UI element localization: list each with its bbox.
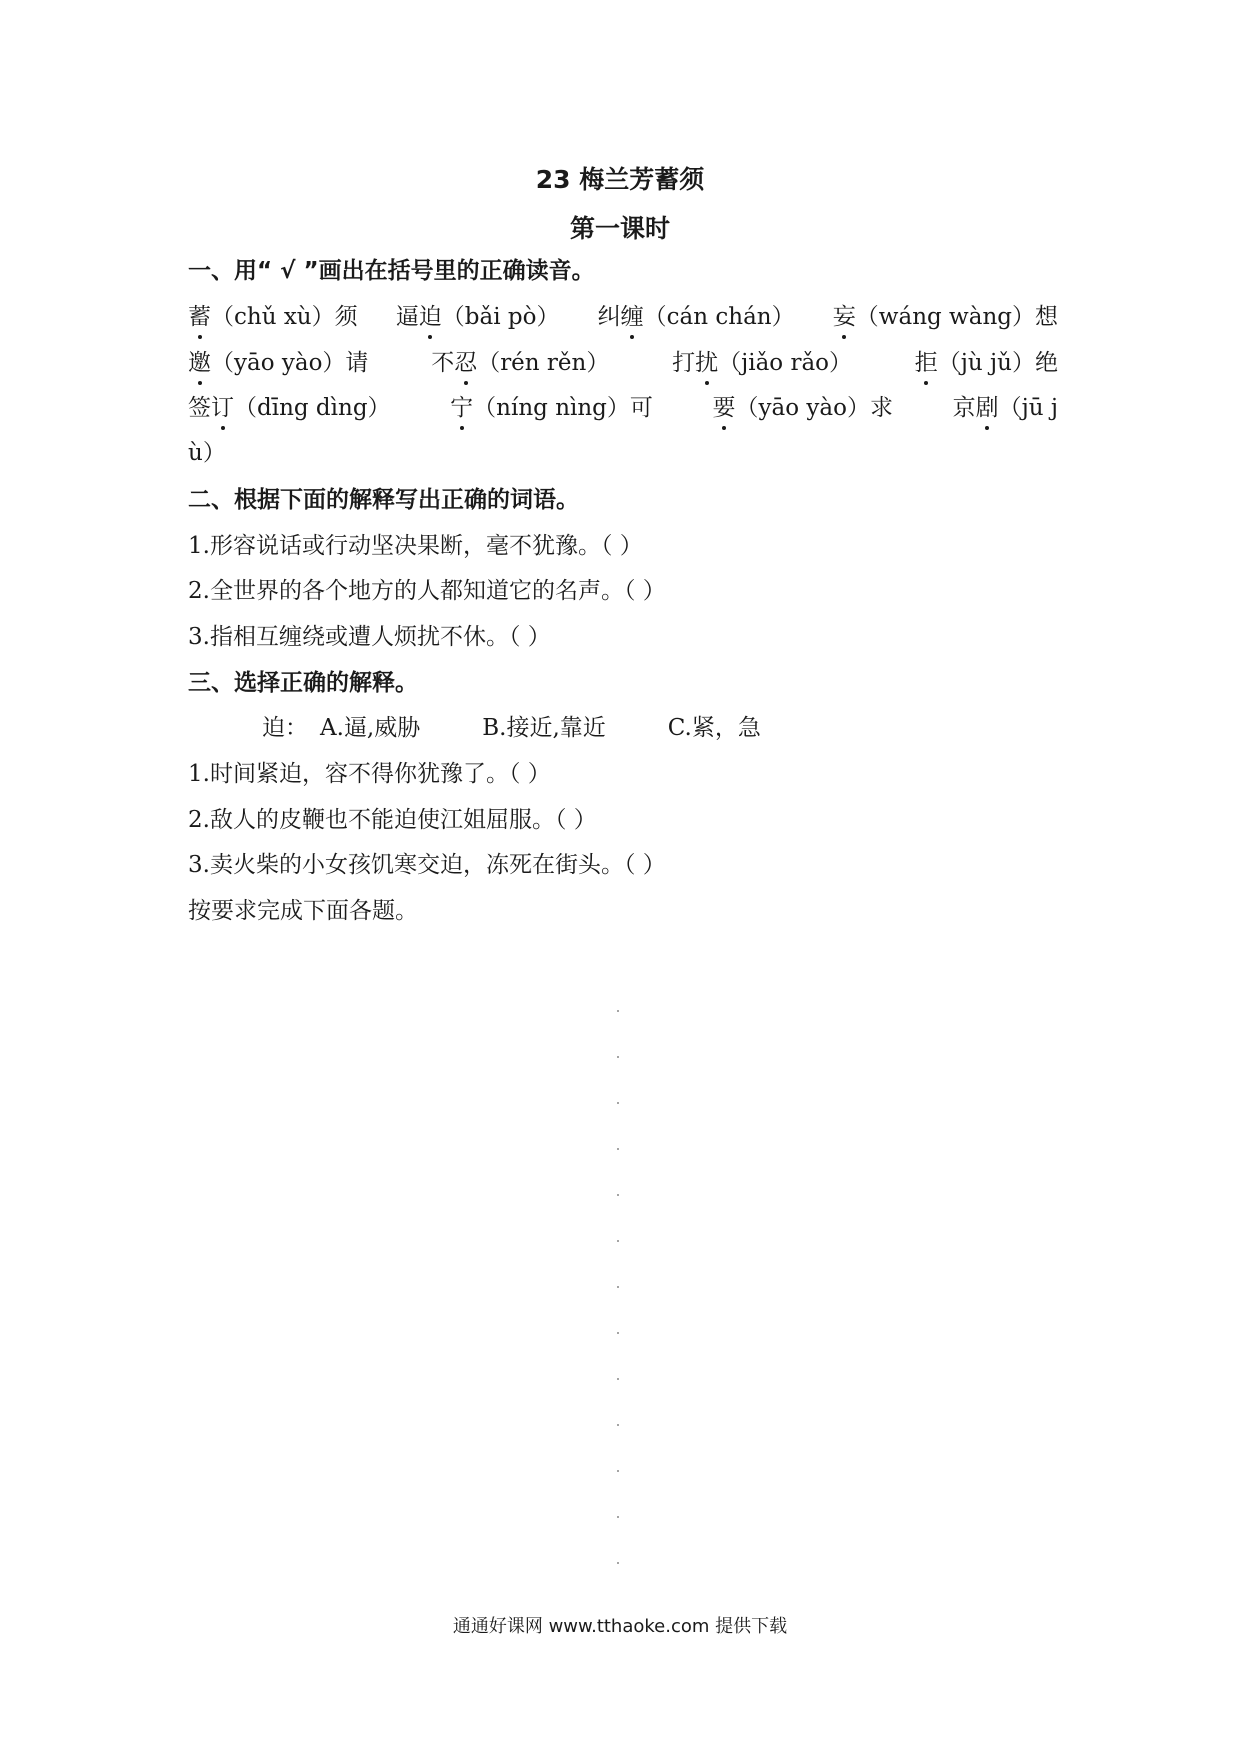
- option-word: 迫：: [262, 715, 308, 741]
- scan-dot: [617, 1562, 619, 1564]
- scan-dot: [617, 1148, 619, 1150]
- pinyin-item: [833, 302, 1058, 332]
- pinyin-item: [598, 302, 795, 332]
- section3-item-3: 3.卖火柴的小女孩饥寒交迫，冻死在街头。（ ）: [188, 852, 666, 878]
- option-b: B.接近,靠近: [482, 715, 606, 741]
- dotted-character: 剧: [975, 395, 999, 421]
- word-prefix: 不: [431, 350, 455, 376]
- pinyin-choices: （wáng wàng）想: [855, 304, 1058, 330]
- pinyin-choices: （jiǎo rǎo）: [718, 350, 853, 376]
- pinyin-row-3: [188, 393, 1058, 423]
- pinyin-item: [188, 348, 368, 378]
- dotted-character: 扰: [695, 350, 719, 376]
- section2-item-1: 1.形容说话或行动坚决果断，毫不犹豫。（ ）: [188, 533, 643, 559]
- section1-heading: 一、用“ √ ”画出在括号里的正确读音。: [188, 258, 595, 284]
- pinyin-choices: （rén rěn）: [477, 350, 610, 376]
- section2-heading: 二、根据下面的解释写出正确的词语。: [188, 487, 579, 513]
- scan-dot: [617, 1424, 619, 1426]
- closing-instruction: 按要求完成下面各题。: [188, 898, 418, 924]
- pinyin-choices: （chǔ xù）须: [211, 304, 358, 330]
- dotted-character: 迫: [418, 304, 442, 330]
- pinyin-choices: （bǎi pò）: [441, 304, 560, 330]
- dotted-character: 缠: [620, 304, 644, 330]
- scan-dot: [617, 1286, 619, 1288]
- section3-heading: 三、选择正确的解释。: [188, 670, 418, 696]
- word-prefix: 签: [188, 395, 211, 421]
- option-a: A.逼,威胁: [320, 715, 421, 741]
- dotted-character: 忍: [454, 350, 478, 376]
- scan-dot: [617, 1240, 619, 1242]
- pinyin-item: [915, 348, 1058, 378]
- dotted-character: 蓄: [188, 304, 211, 330]
- pinyin-row-4: ù）: [188, 440, 226, 466]
- pinyin-choices: （jū j: [998, 395, 1058, 421]
- pinyin-item: [188, 393, 391, 423]
- scan-dot: [617, 1470, 619, 1472]
- section2-item-2: 2.全世界的各个地方的人都知道它的名声。（ ）: [188, 578, 666, 604]
- word-prefix: 京: [952, 395, 976, 421]
- lesson-subtitle: 第一课时: [569, 214, 670, 243]
- dotted-character: 拒: [914, 350, 938, 376]
- pinyin-item: [672, 348, 852, 378]
- pinyin-choices: （jù jǔ）绝: [937, 350, 1058, 376]
- section3-item-2: 2.敌人的皮鞭也不能迫使江姐屈服。（ ）: [188, 807, 597, 833]
- pinyin-item: [431, 348, 609, 378]
- scan-dot: [617, 1516, 619, 1518]
- scan-dot: [617, 1378, 619, 1380]
- scan-dot: [617, 1194, 619, 1196]
- pinyin-row-1: [188, 302, 1058, 332]
- option-c: C.紧，急: [667, 715, 761, 741]
- dotted-character: 邀: [188, 350, 211, 376]
- scan-dot: [617, 1102, 619, 1104]
- lesson-title: 23 梅兰芳蓄须: [535, 165, 705, 194]
- section2-item-3: 3.指相互缠绕或遭人烦扰不休。（ ）: [188, 624, 551, 650]
- scan-dot: [617, 1332, 619, 1334]
- pinyin-choices: （níng nìng）可: [473, 395, 653, 421]
- pinyin-row-2: [188, 348, 1058, 378]
- options-line: [262, 713, 1142, 743]
- section3-item-1: 1.时间紧迫，容不得你犹豫了。（ ）: [188, 761, 551, 787]
- dotted-character: 要: [712, 395, 736, 421]
- word-prefix: 打: [672, 350, 696, 376]
- pinyin-item: [713, 393, 893, 423]
- dotted-character: 订: [211, 395, 234, 421]
- pinyin-item: [188, 302, 358, 332]
- word-prefix: 逼: [395, 304, 419, 330]
- pinyin-choices: （yāo yào）求: [735, 395, 893, 421]
- footer-credit: 通通好课网 www.tthaoke.com 提供下载: [452, 1616, 788, 1637]
- pinyin-choices: （yāo yào）请: [211, 350, 369, 376]
- word-prefix: 纠: [597, 304, 621, 330]
- pinyin-choices: （dīng dìng）: [234, 395, 391, 421]
- pinyin-item: [953, 393, 1058, 423]
- dotted-character: 妄: [832, 304, 856, 330]
- dotted-character: 宁: [450, 395, 474, 421]
- pinyin-choices: （cán chán）: [643, 304, 795, 330]
- scan-dot: [617, 1056, 619, 1058]
- scan-dot: [617, 1010, 619, 1012]
- pinyin-item: [396, 302, 560, 332]
- pinyin-item: [450, 393, 653, 423]
